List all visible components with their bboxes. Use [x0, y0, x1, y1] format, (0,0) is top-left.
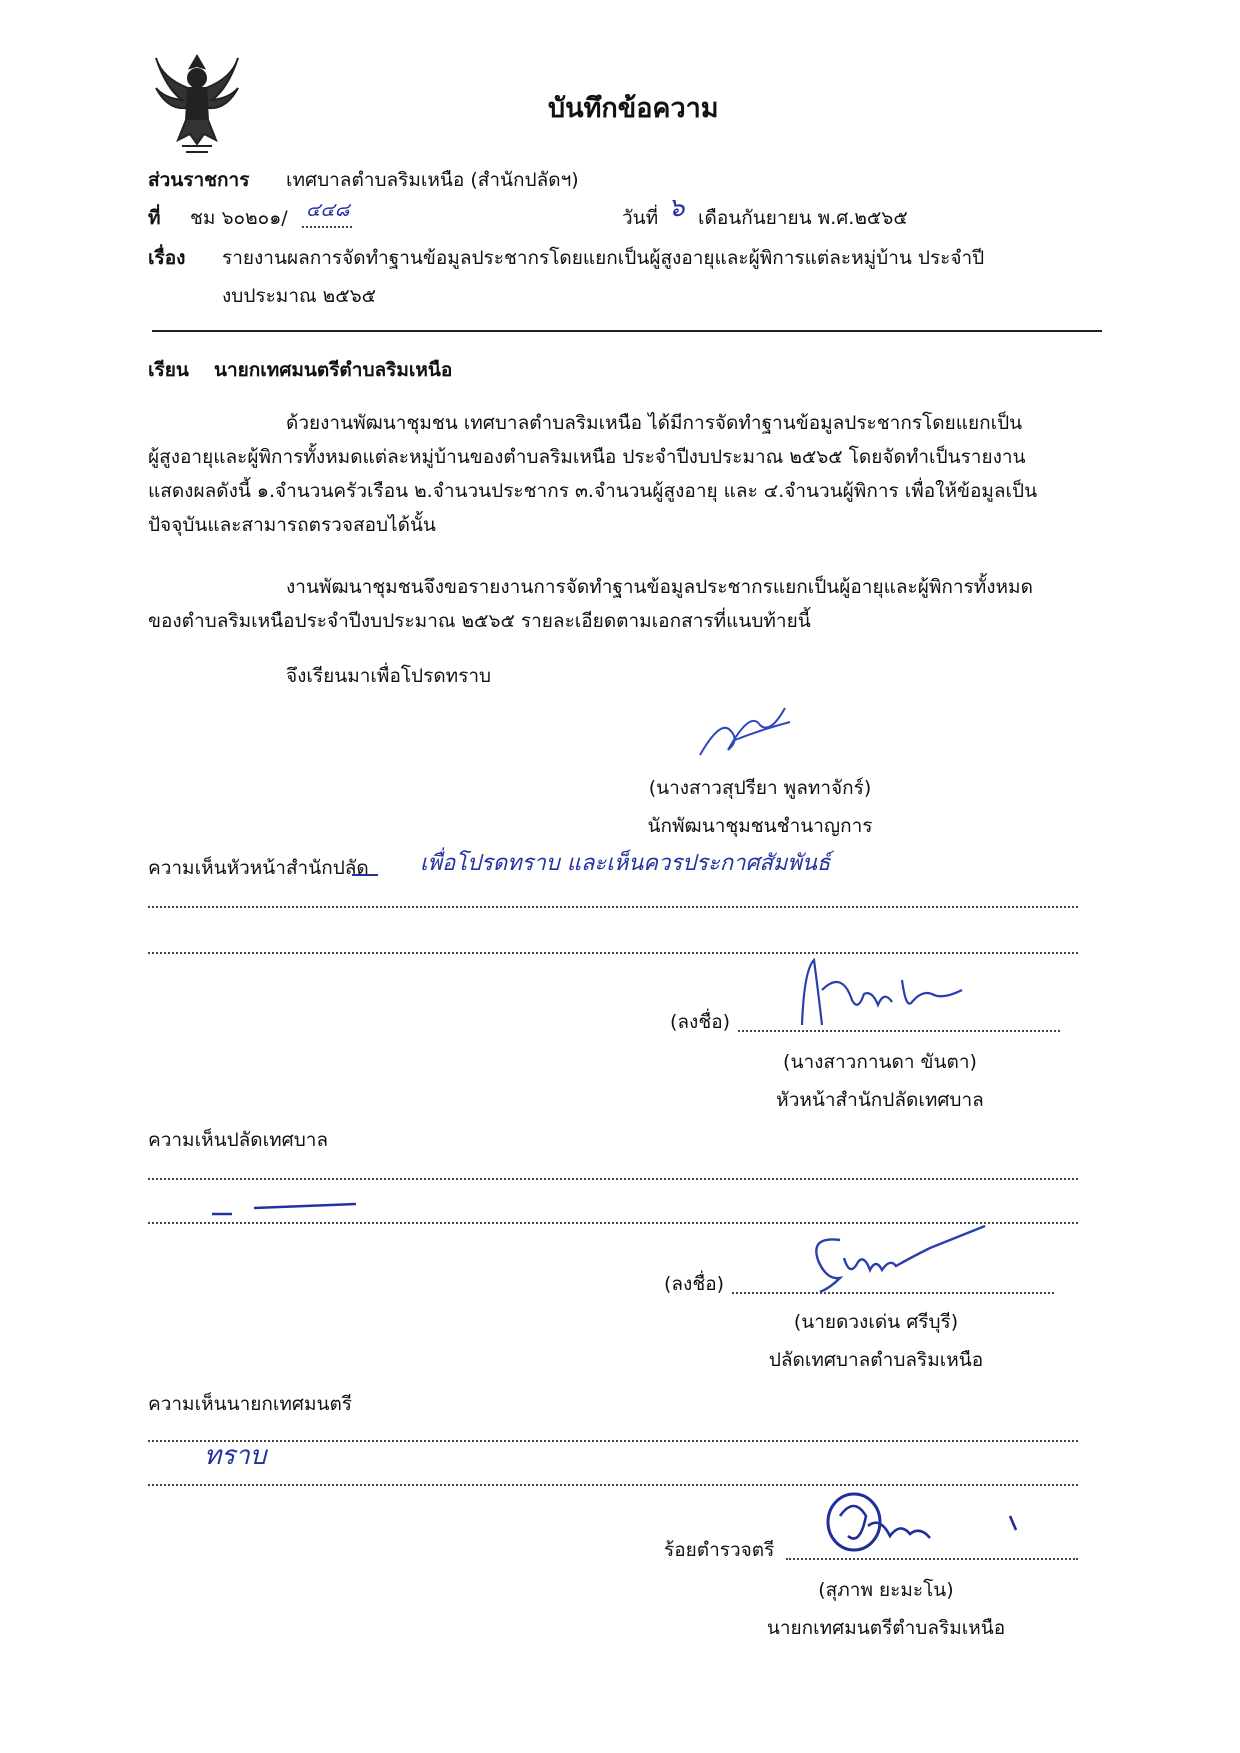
date-rest: เดือนกันยายน พ.ศ.๒๕๖๕ [698, 207, 908, 229]
salutation-recipient: นายกเทศมนตรีตำบลริมเหนือ [214, 359, 453, 381]
closing-phrase: จึงเรียนมาเพื่อโปรดทราบ [286, 665, 492, 687]
date-day-handwritten: ๖ [668, 193, 685, 223]
opinion2-dotted-line-1 [148, 1178, 1078, 1180]
agency-value: เทศบาลตำบลริมเหนือ (สำนักปลัดฯ) [286, 169, 579, 191]
signature-4 [820, 1486, 1040, 1566]
opinion1-signer-name: (นางสาวกานดา ขันตา) [783, 1051, 977, 1073]
opinion1-handwritten-note: เพื่อโปรดทราบ และเห็นควรประกาศสัมพันธ์ [420, 851, 831, 876]
ref-label: ที่ [148, 207, 161, 229]
opinion3-signer-name: (สุภาพ ยะมะโน) [818, 1579, 954, 1601]
opinion2-signer-position: ปลัดเทศบาลตำบลริมเหนือ [768, 1349, 984, 1371]
opinion2-signer-name: (นายดวงเด่น ศรีบุรี) [793, 1311, 959, 1333]
salutation-label: เรียน [148, 359, 189, 381]
opinion3-sign-label: ร้อยตำรวจตรี [664, 1539, 775, 1561]
body-paragraph-1 [148, 406, 1113, 542]
opinion1-dash [352, 874, 378, 876]
opinion2-label: ความเห็นปลัดเทศบาล [148, 1129, 329, 1151]
signer1-name: (นางสาวสุปรียา พูลทาจักร์) [648, 777, 872, 799]
subject-line-1: รายงานผลการจัดทำฐานข้อมูลประชากรโดยแยกเป็นผู้สูงอายุและผู้พิการแต่ละหมู่บ้าน ประจำปี [222, 247, 985, 269]
opinion1-signer-position: หัวหน้าสำนักปลัดเทศบาล [776, 1089, 984, 1111]
opinion1-dotted-line-1 [148, 906, 1078, 908]
opinion1-sign-line [738, 1030, 1060, 1032]
body-paragraph-2 [148, 570, 1113, 638]
garuda-emblem-icon [152, 48, 242, 156]
opinion3-signer-position: นายกเทศมนตรีตำบลริมเหนือ [766, 1617, 1006, 1639]
document-title: บันทึกข้อความ [548, 93, 719, 124]
subject-label: เรื่อง [148, 247, 186, 269]
opinion3-label: ความเห็นนายกเทศมนตรี [148, 1393, 353, 1415]
body-line: ด้วยงานพัฒนาชุมชน เทศบาลตำบลริมเหนือ ได้มีการจัดทำฐานข้อมูลประชากรโดยแยกเป็น [286, 412, 1023, 434]
date-label: วันที่ [622, 207, 659, 229]
body-line: งานพัฒนาชุมชนจึงขอรายงานการจัดทำฐานข้อมูลประชากรแยกเป็นผู้อายุและผู้พิการทั้งหมด [286, 576, 1033, 598]
body-line: ของตำบลริมเหนือประจำปีงบประมาณ ๒๕๖๕ รายละเอียดตามเอกสารที่แนบท้ายนี้ [148, 610, 811, 632]
ref-dotted-line [302, 226, 352, 228]
header-divider [152, 330, 1102, 332]
opinion3-handwritten-note: ทราบ [204, 1441, 267, 1471]
signature-2 [792, 950, 972, 1030]
opinion1-sign-label: (ลงชื่อ) [670, 1011, 731, 1033]
signer1-position: นักพัฒนาชุมชนชำนาญการ [647, 815, 873, 837]
opinion3-dotted-line-1 [148, 1440, 1078, 1442]
ref-number-handwritten: ๔๔๘ [306, 199, 350, 221]
agency-label: ส่วนราชการ [148, 169, 250, 191]
subject-line-2: งบประมาณ ๒๕๖๕ [222, 285, 377, 307]
signature-1 [690, 700, 810, 770]
opinion2-handwritten-dash [210, 1190, 370, 1220]
signature-3 [800, 1218, 1000, 1298]
opinion2-sign-label: (ลงชื่อ) [664, 1273, 725, 1295]
opinion1-label: ความเห็นหัวหน้าสำนักปลัด [148, 857, 369, 879]
body-line: ผู้สูงอายุและผู้พิการทั้งหมดแต่ละหมู่บ้านของตำบลริมเหนือ ประจำปีงบประมาณ ๒๕๖๕ โดยจัดทำเป็นรายงาน [148, 446, 1026, 468]
ref-prefix: ชม ๖๐๒๐๑/ [190, 207, 288, 229]
body-line: แสดงผลดังนี้ ๑.จำนวนครัวเรือน ๒.จำนวนประชากร ๓.จำนวนผู้สูงอายุ และ ๔.จำนวนผู้พิการ เพื่อให้ข้อมูลเป็น [148, 480, 1038, 502]
body-line: ปัจจุบันและสามารถตรวจสอบได้นั้น [148, 514, 436, 536]
